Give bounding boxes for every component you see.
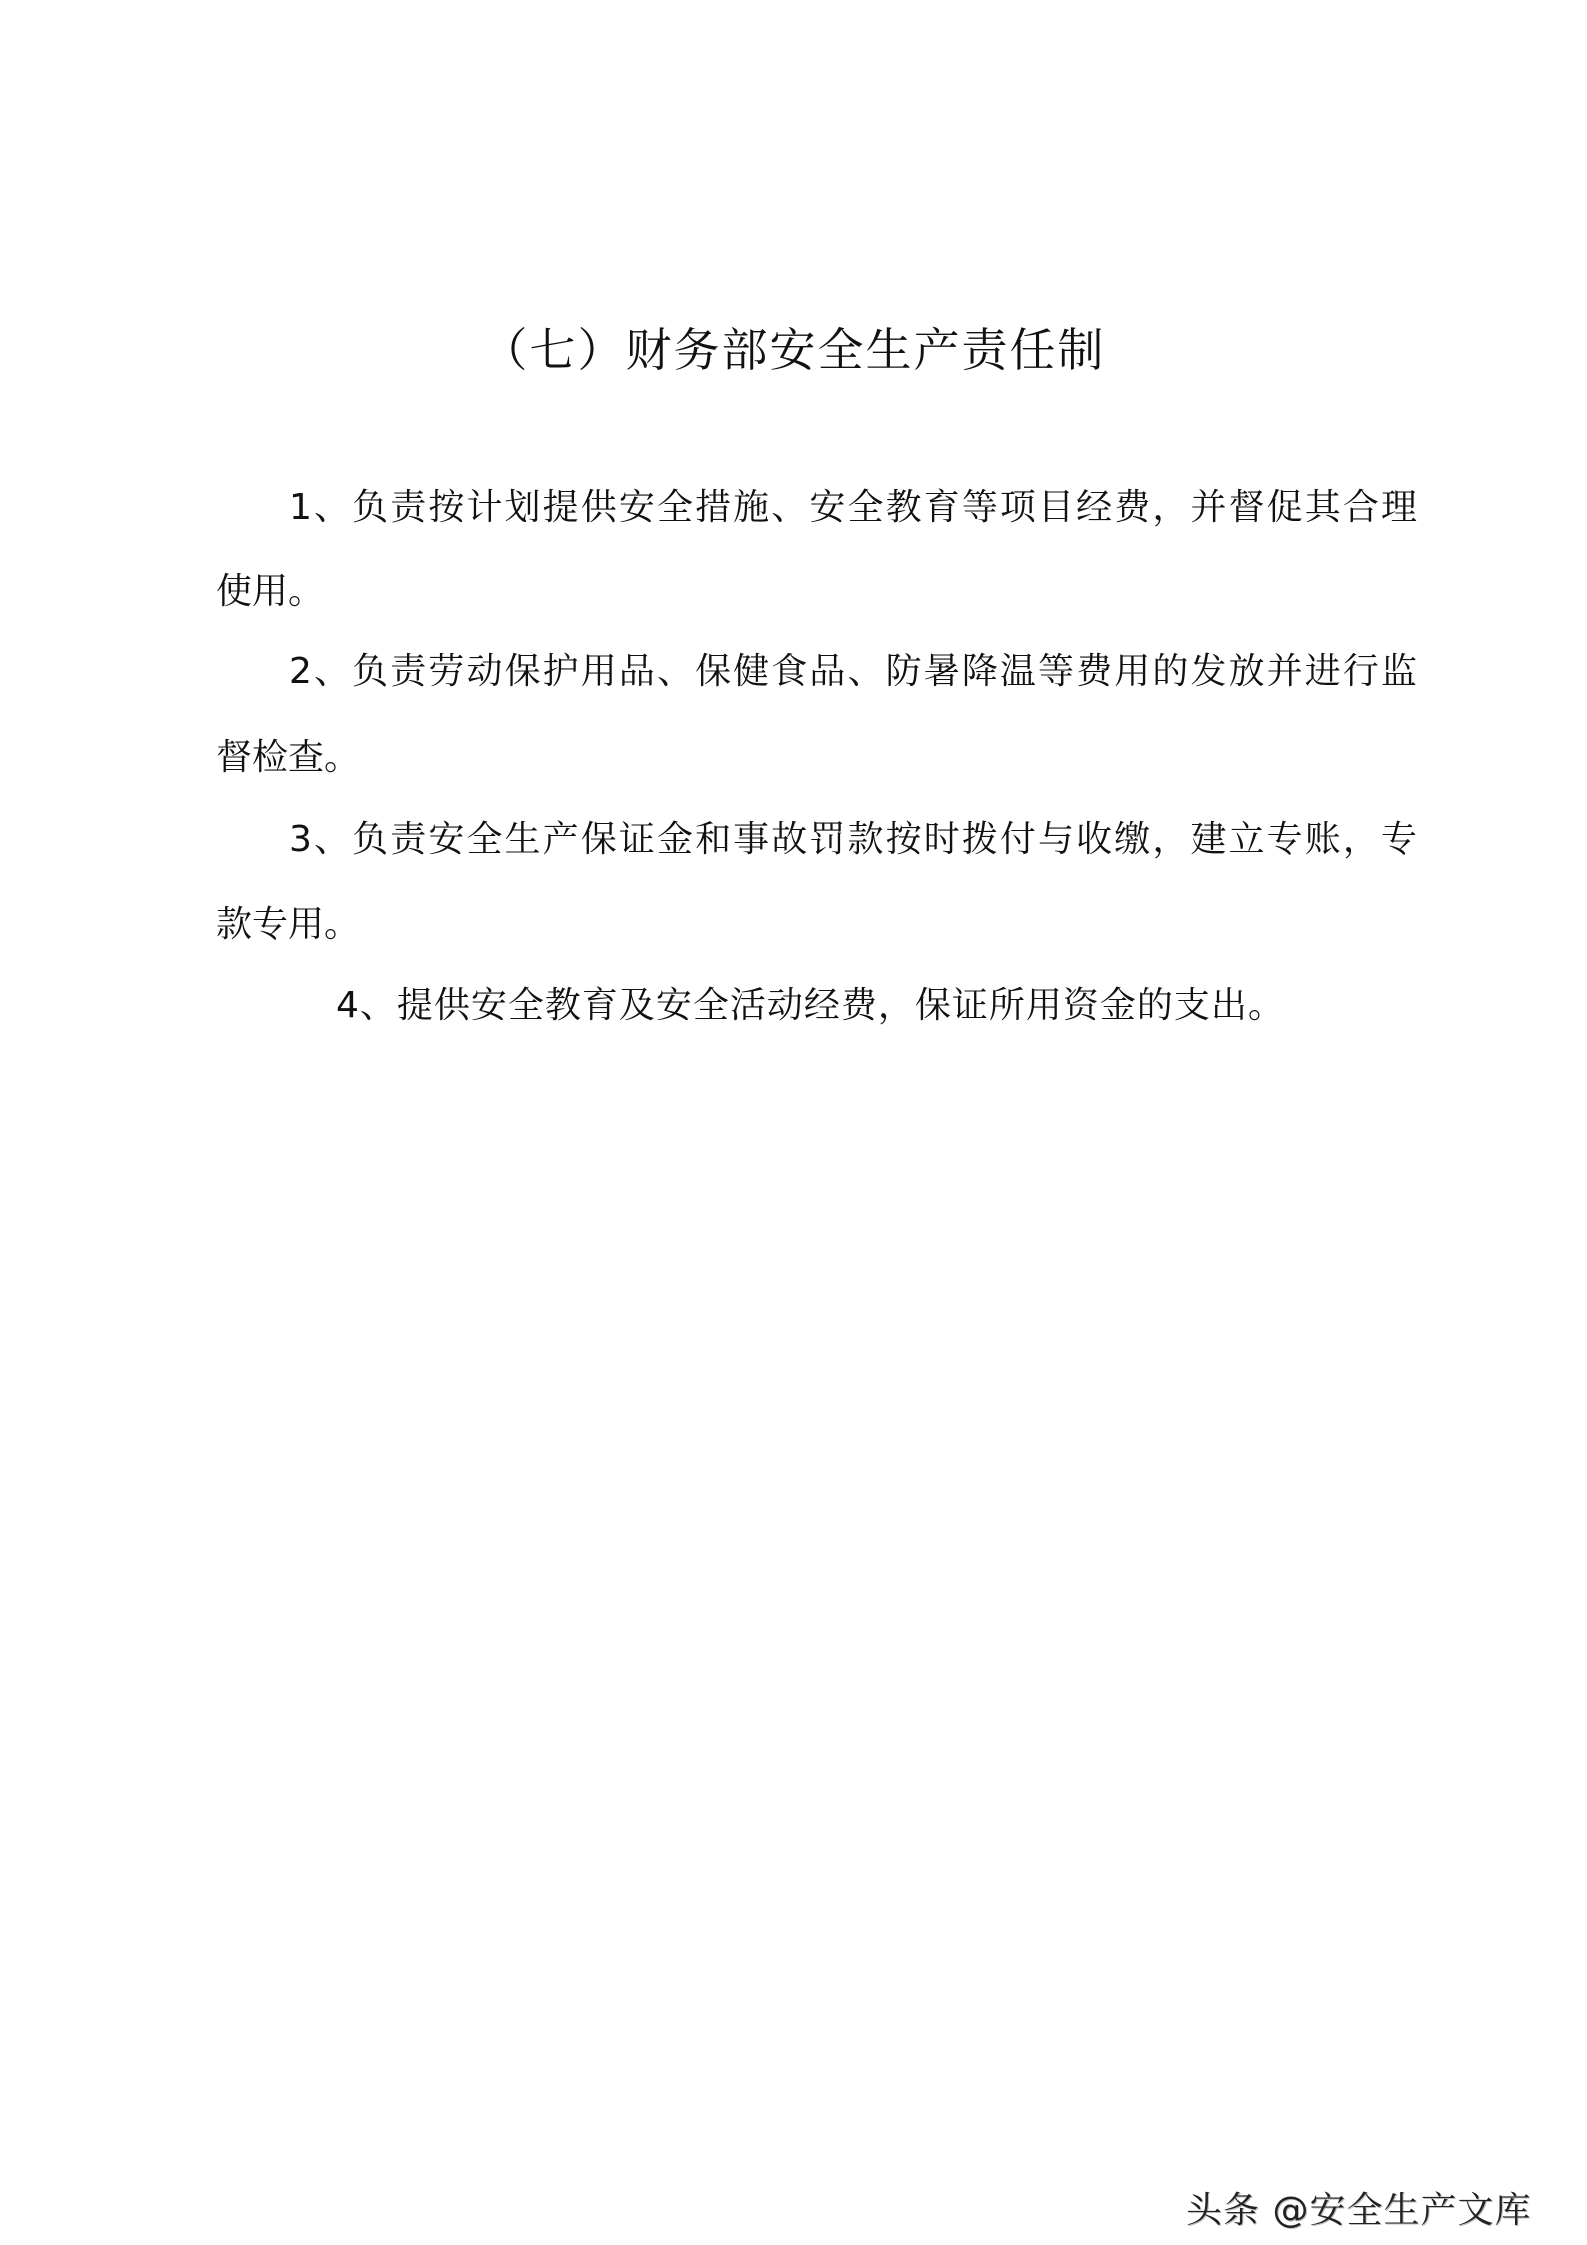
item-3-line-1: 3、负责安全生产保证金和事故罚款按时拨付与收缴，建立专账，专 (289, 819, 1417, 860)
item-4-line-1: 4、提供安全教育及安全活动经费，保证所用资金的支出。 (336, 985, 1285, 1026)
item-1-line-1: 1、负责按计划提供安全措施、安全教育等项目经费，并督促其合理 (289, 487, 1417, 528)
item-1-line-2: 使用。 (216, 571, 325, 612)
item-2-line-1: 2、负责劳动保护用品、保健食品、防暑降温等费用的发放并进行监 (289, 651, 1417, 692)
document-title: （七）财务部安全生产责任制 (481, 323, 1106, 377)
watermark: 头条 @安全生产文库 (1186, 2190, 1532, 2231)
item-2-line-2: 督检查。 (216, 737, 361, 778)
item-3-line-2: 款专用。 (216, 904, 361, 945)
